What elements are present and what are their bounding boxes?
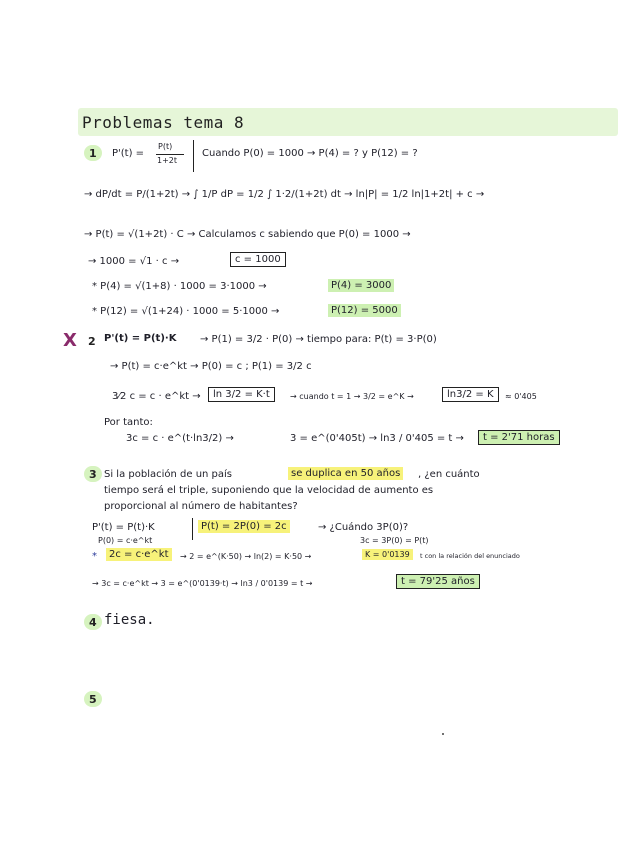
p2-k-approx: ≈ 0'405 [505, 392, 537, 401]
p1-fraction-denominator: 1+2t [157, 156, 178, 165]
p2-line2-solution: → P(t) = c·e^kt → P(0) = c ; P(1) = 3/2 c [110, 361, 312, 372]
p1-line2-separation: → dP/dt = P/(1+2t) → ∫ 1/P dP = 1/2 ∫ 1·2/(1+2t) dt → ln|P| = 1/2 ln|1+2t| + c → [84, 189, 485, 200]
p2-line1-ode: P'(t) = P(t)·K [104, 333, 177, 344]
p3-question: → ¿Cuándo 3P(0)? [318, 522, 409, 533]
p3-statement-line1c: , ¿en cuánto [418, 469, 480, 480]
problem-2-number: 2 [88, 335, 96, 348]
page-title: Problemas tema 8 [82, 113, 245, 132]
p4-text: fiesa. [104, 612, 155, 628]
p3-statement-line1a: Si la población de un país [104, 469, 233, 480]
p3-solve-k: → 2 = e^(K·50) → ln(2) = K·50 → [180, 552, 312, 561]
problem-4-number: 4 [89, 616, 97, 629]
p2-line5-solve: 3 = e^(0'405t) → ln3 / 0'405 = t → [290, 433, 464, 444]
p2-line1-condition: → P(1) = 3/2 · P(0) → tiempo para: P(t) = 3·P(0) [200, 334, 437, 345]
p1-fraction-numerator: P(t) [158, 142, 173, 151]
p3-vertical-rule [192, 518, 193, 540]
p3-k-result: K = 0'0139 [362, 551, 413, 559]
problem-1-number: 1 [89, 147, 97, 160]
p1-constant-result: c = 1000 [230, 255, 286, 265]
p1-line6-p12: * P(12) = √(1+24) · 1000 = 5·1000 → [92, 306, 280, 317]
problem-3-number: 3 [89, 468, 97, 481]
p3-time-result: t = 79'25 años [396, 577, 480, 587]
p2-time-result: t = 2'71 horas [478, 433, 560, 443]
p1-line5-p4: * P(4) = √(1+8) · 1000 = 3·1000 → [92, 281, 267, 292]
p1-line1-condition: Cuando P(0) = 1000 → P(4) = ? y P(12) = ? [202, 148, 418, 159]
p3-triple-condition: 3c = 3P(0) = P(t) [360, 536, 429, 545]
p2-line5-equation: 3c = c · e^(t·ln3/2) → [126, 433, 234, 444]
p2-cross-mark: X [63, 330, 77, 351]
p3-statement-highlight: se duplica en 50 años [288, 469, 403, 479]
p2-line4-therefore: Por tanto: [104, 417, 153, 428]
p3-triple-equation: → 3c = c·e^kt → 3 = e^(0'0139·t) → ln3 / 0'0139 = t → [92, 579, 313, 588]
p3-note: t con la relación del enunciado [420, 552, 520, 560]
p2-line3-start: 3⁄2 c = c · e^kt → [112, 391, 201, 402]
p3-solution-form: P(0) = c·e^kt [98, 536, 153, 545]
p3-statement-line3: proporcional al número de habitantes? [104, 501, 298, 512]
p1-line3-general-solution: → P(t) = √(1+2t) · C → Calculamos c sabiendo que P(0) = 1000 → [84, 229, 411, 240]
p3-star: * [92, 551, 97, 562]
problem-5-number: 5 [89, 693, 97, 706]
p3-statement-line2: tiempo será el triple, suponiendo que la velocidad de aumento es [104, 485, 434, 496]
p2-boxed-k: ln3/2 = K [442, 390, 499, 400]
p3-ode: P'(t) = P(t)·K [92, 522, 155, 533]
p3-doubling-condition: P(t) = 2P(0) = 2c [198, 522, 290, 532]
p3-doubling-equation: 2c = c·e^kt [106, 550, 172, 560]
p1-line1-derivative: P'(t) = [112, 148, 145, 159]
p1-fraction-bar [156, 154, 184, 155]
stray-dot [442, 733, 444, 735]
p1-line4-initial: → 1000 = √1 · c → [88, 256, 180, 267]
p2-line3-when: → cuando t = 1 → 3/2 = e^K → [290, 392, 414, 401]
p2-boxed-relation: ln 3/2 = K·t [208, 390, 275, 400]
p1-p12-result: P(12) = 5000 [328, 306, 401, 316]
p1-vertical-rule [193, 140, 194, 172]
p1-p4-result: P(4) = 3000 [328, 281, 394, 291]
